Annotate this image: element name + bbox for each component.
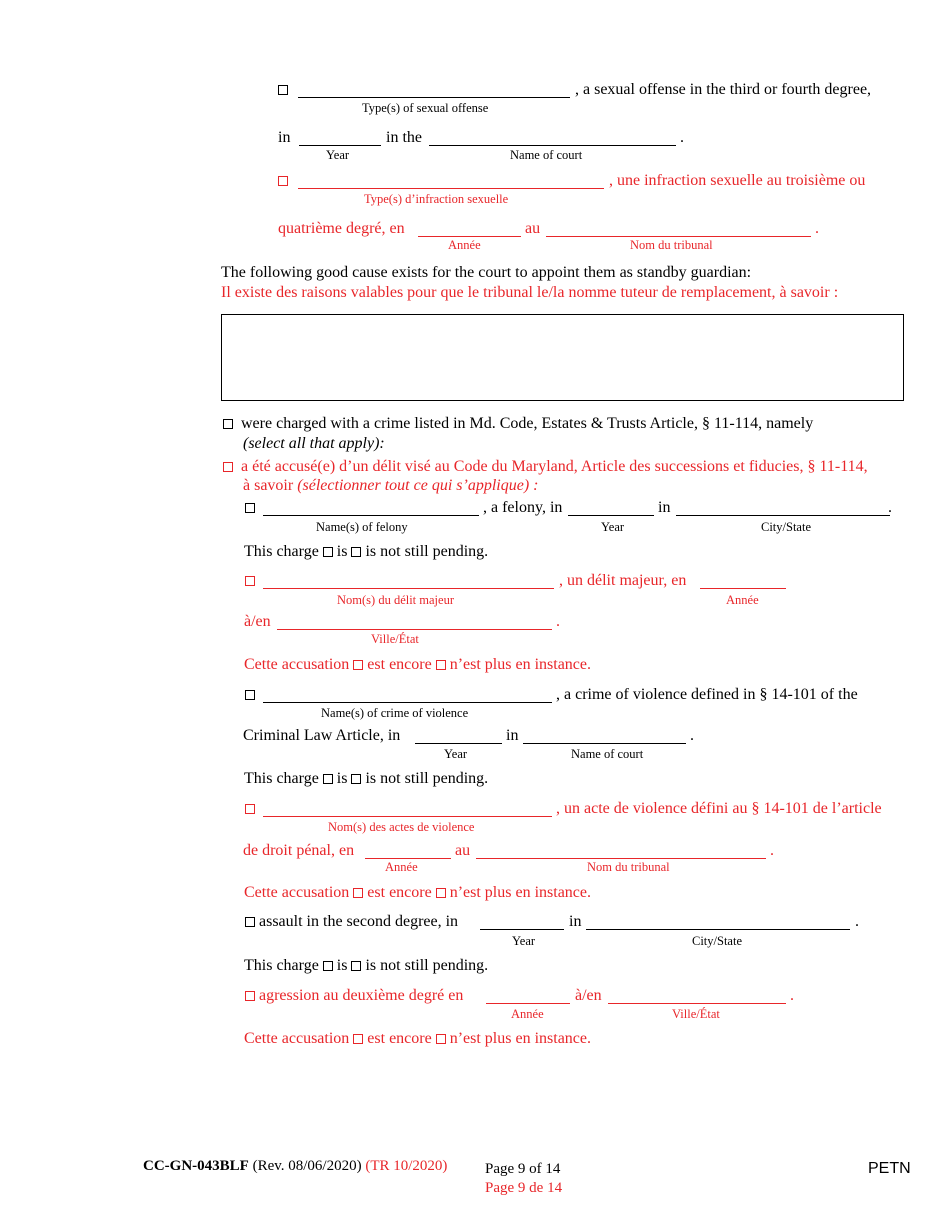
pending-is-label-fr: est encore (367, 656, 432, 673)
pending-is-checkbox-fr[interactable] (353, 660, 363, 670)
year-caption-fr: Année (726, 593, 759, 607)
good-cause-label-fr: Il existe des raisons valables pour que le tribunal le/la nomme tuteur de remplacement, à savoir : (221, 284, 839, 301)
assault-pending-en (244, 957, 488, 975)
charged-text-fr: a été accusé(e) d’un délit visé au Code du Maryland, Article des successions et fiducies, § 11-114, (241, 458, 868, 475)
pending-is-not-label: is not still pending. (365, 957, 489, 974)
form-id: CC-GN-043BLF (143, 1158, 249, 1174)
assault-year-field[interactable] (480, 929, 564, 930)
violence-line2: Criminal Law Article, in (243, 727, 401, 744)
sexual-offense-line2-fr: quatrième degré, en (278, 220, 405, 237)
period: . (888, 499, 892, 516)
sexual-offense-court-field[interactable] (429, 145, 676, 146)
court-caption-fr: Nom du tribunal (587, 860, 670, 874)
year-caption: Year (601, 520, 625, 534)
charged-checkbox[interactable] (223, 419, 233, 429)
sexual-offense-text-fr: , une infraction sexuelle au troisième ou (609, 172, 866, 189)
pending-is-checkbox[interactable] (323, 547, 333, 557)
violence-text-fr: , un acte de violence défini au § 14-101 de l’article (556, 800, 882, 817)
sexual-offense-checkbox-fr[interactable] (278, 176, 288, 186)
city-caption: City/State (692, 934, 742, 948)
period: . (556, 613, 560, 630)
felony-name-caption: Name(s) of felony (316, 520, 408, 534)
assault-checkbox-fr[interactable] (245, 991, 255, 1001)
sexual-offense-type-caption-fr: Type(s) d’infraction sexuelle (364, 192, 509, 206)
page-number-fr: Page 9 de 14 (485, 1180, 563, 1196)
form-id-line (143, 1158, 447, 1175)
violence-text: , a crime of violence defined in § 14-101 of the (556, 686, 858, 703)
period: . (855, 913, 859, 930)
assault-in-label: in (569, 913, 582, 930)
pending-is-label: is (336, 770, 348, 787)
year-caption: Year (444, 747, 468, 761)
sexual-offense-in-the-label: in the (386, 129, 422, 146)
pending-prefix-fr: Cette accusation (244, 884, 350, 901)
violence-pending-fr (244, 884, 591, 902)
assault-pending-fr (244, 1030, 591, 1048)
court-caption: Name of court (571, 747, 644, 761)
assault-text: assault in the second degree, in (259, 913, 459, 930)
au-label: au (455, 842, 471, 859)
felony-a-en-label: à/en (244, 613, 271, 630)
pending-is-label-fr: est encore (367, 1030, 432, 1047)
page-number-en: Page 9 of 14 (485, 1161, 561, 1177)
sexual-offense-type-caption: Type(s) of sexual offense (362, 101, 489, 115)
form-tr: (TR 10/2020) (365, 1158, 448, 1174)
pending-is-checkbox-fr[interactable] (353, 888, 363, 898)
assault-row-en (245, 913, 458, 931)
felony-pending-en (244, 543, 488, 561)
assault-checkbox[interactable] (245, 917, 255, 927)
violence-line2-fr: de droit pénal, en (243, 842, 355, 859)
felony-city-field[interactable] (676, 515, 890, 516)
au-label: au (525, 220, 541, 237)
sexual-offense-row-en (278, 81, 288, 99)
charged-note-fr: (sélectionner tout ce qui s’applique) : (297, 477, 539, 494)
sexual-offense-in-label: in (278, 129, 291, 146)
felony-row-en (245, 499, 255, 517)
pending-prefix: This charge (244, 543, 319, 560)
felony-name-field-fr[interactable] (263, 588, 554, 589)
sexual-offense-court-field-fr[interactable] (546, 236, 811, 237)
city-caption: City/State (761, 520, 811, 534)
pending-is-not-checkbox-fr[interactable] (436, 660, 446, 670)
felony-year-field[interactable] (568, 515, 654, 516)
year-caption-fr: Année (511, 1007, 544, 1021)
year-caption: Year (326, 148, 350, 162)
sexual-offense-year-field-fr[interactable] (418, 236, 521, 237)
charged-note: (select all that apply): (243, 435, 385, 452)
charged-row-en (223, 415, 813, 433)
pending-is-not-label-fr: n’est plus en instance. (449, 1030, 591, 1047)
city-caption-fr: Ville/État (672, 1007, 720, 1021)
assault-year-field-fr[interactable] (486, 1003, 570, 1004)
year-caption-fr: Année (448, 238, 481, 252)
charged-checkbox-fr[interactable] (223, 462, 233, 472)
sexual-offense-row-fr (278, 172, 288, 190)
violence-checkbox-fr[interactable] (245, 804, 255, 814)
violence-court-field-fr[interactable] (476, 858, 766, 859)
assault-a-en-label: à/en (575, 987, 602, 1004)
form-rev: (Rev. 08/06/2020) (252, 1158, 362, 1174)
felony-name-field[interactable] (263, 515, 479, 516)
felony-pending-fr (244, 656, 591, 674)
sexual-offense-text: , a sexual offense in the third or fourth degree, (575, 81, 872, 98)
court-caption: Name of court (510, 148, 583, 162)
felony-row-fr (245, 572, 255, 590)
assault-city-field[interactable] (586, 929, 850, 930)
violence-court-field[interactable] (523, 743, 686, 744)
violence-year-field[interactable] (415, 743, 502, 744)
city-caption-fr: Ville/État (371, 632, 419, 646)
pending-prefix-fr: Cette accusation (244, 656, 350, 673)
violence-name-caption: Name(s) of crime of violence (321, 706, 469, 720)
court-caption-fr: Nom du tribunal (630, 238, 713, 252)
felony-text: , a felony, in (483, 499, 563, 516)
pending-is-checkbox-fr[interactable] (353, 1034, 363, 1044)
assault-row-fr (245, 987, 463, 1005)
felony-year-field-fr[interactable] (700, 588, 786, 589)
violence-in-label: in (506, 727, 519, 744)
period: . (770, 842, 774, 859)
pending-is-checkbox[interactable] (323, 961, 333, 971)
charged-row-fr (223, 458, 868, 476)
assault-text-fr: agression au deuxième degré en (259, 987, 464, 1004)
pending-prefix: This charge (244, 770, 319, 787)
pending-is-not-label: is not still pending. (365, 770, 489, 787)
assault-city-field-fr[interactable] (608, 1003, 786, 1004)
pending-is-not-label-fr: n’est plus en instance. (449, 656, 591, 673)
violence-row-en (245, 686, 255, 704)
pending-is-not-checkbox[interactable] (351, 547, 361, 557)
violence-year-field-fr[interactable] (365, 858, 451, 859)
year-caption-fr: Année (385, 860, 418, 874)
violence-name-field-fr[interactable] (263, 816, 552, 817)
sexual-offense-type-field[interactable] (298, 97, 570, 98)
form-code: PETN (868, 1160, 911, 1177)
good-cause-label-en: The following good cause exists for the court to appoint them as standby guardian: (221, 264, 752, 281)
violence-checkbox[interactable] (245, 690, 255, 700)
pending-is-not-checkbox-fr[interactable] (436, 1034, 446, 1044)
pending-is-not-checkbox[interactable] (351, 774, 361, 784)
felony-checkbox[interactable] (245, 503, 255, 513)
pending-is-not-label-fr: n’est plus en instance. (449, 884, 591, 901)
pending-prefix-fr: Cette accusation (244, 1030, 350, 1047)
violence-pending-en (244, 770, 488, 788)
felony-text-fr: , un délit majeur, en (559, 572, 687, 589)
year-caption: Year (512, 934, 536, 948)
charged-line2-fr (243, 477, 538, 495)
period: . (690, 727, 694, 744)
pending-is-label: is (336, 957, 348, 974)
violence-name-field[interactable] (263, 702, 552, 703)
pending-is-not-label: is not still pending. (365, 543, 489, 560)
pending-is-checkbox[interactable] (323, 774, 333, 784)
sexual-offense-year-field[interactable] (299, 145, 381, 146)
felony-checkbox-fr[interactable] (245, 576, 255, 586)
violence-name-caption-fr: Nom(s) des actes de violence (328, 820, 475, 834)
pending-is-label: is (336, 543, 348, 560)
sexual-offense-checkbox[interactable] (278, 85, 288, 95)
felony-name-caption-fr: Nom(s) du délit majeur (337, 593, 454, 607)
pending-is-not-checkbox[interactable] (351, 961, 361, 971)
pending-prefix: This charge (244, 957, 319, 974)
pending-is-not-checkbox-fr[interactable] (436, 888, 446, 898)
period: . (790, 987, 794, 1004)
felony-in-label: in (658, 499, 671, 516)
pending-is-label-fr: est encore (367, 884, 432, 901)
period: . (815, 220, 819, 237)
charged-a-savoir: à savoir (243, 477, 294, 494)
period: . (680, 129, 684, 146)
sexual-offense-type-field-fr[interactable] (298, 188, 604, 189)
felony-city-field-fr[interactable] (277, 629, 552, 630)
charged-text: were charged with a crime listed in Md. Code, Estates & Trusts Article, § 11-114, namely (241, 415, 814, 432)
violence-row-fr (245, 800, 255, 818)
good-cause-textarea[interactable] (221, 314, 904, 401)
